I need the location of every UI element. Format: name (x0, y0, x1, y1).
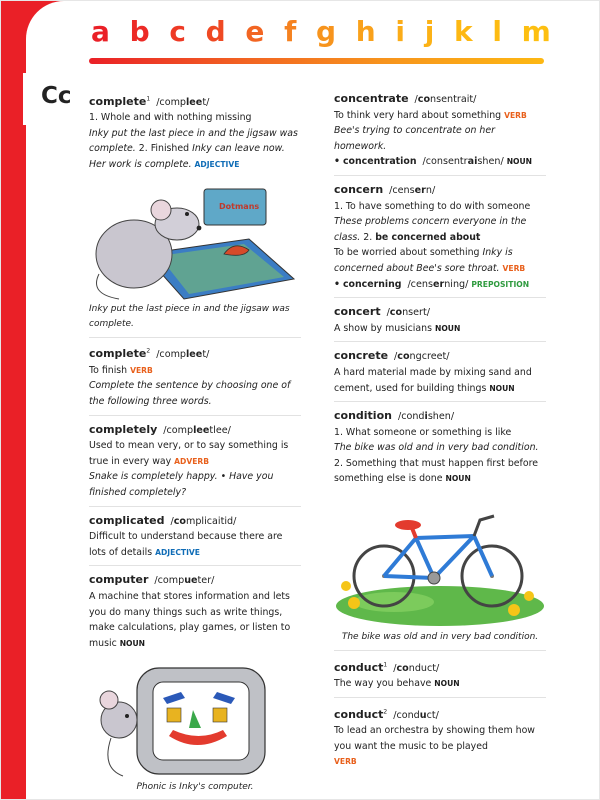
definition: A machine that stores information and lets you do many things such as write things, make calculations, play games, or listen to music (89, 591, 291, 649)
pronunciation: /compleet/ (156, 349, 210, 361)
part-of-speech: VERB (130, 365, 153, 375)
part-of-speech: ADJECTIVE (194, 160, 240, 170)
entry-condition (334, 408, 546, 492)
pronunciation: /compleetlee/ (163, 424, 231, 436)
game-box-label: Dotmans (219, 201, 260, 211)
bike-caption: The bike was old and in very bad condition. (334, 630, 546, 651)
derived-bullet: • (334, 156, 340, 168)
alphabet-letter-h: h (355, 15, 376, 48)
entry-conduct-2 (334, 704, 546, 775)
headword: complicated (89, 513, 165, 527)
entry-computer (89, 572, 301, 656)
pronunciation: /compueter/ (154, 575, 215, 587)
pronunciation: /compleet/ (156, 96, 210, 108)
pronunciation: /conduct/ (393, 709, 439, 721)
part-of-speech: ADJECTIVE (155, 547, 200, 557)
part-of-speech: NOUN (434, 679, 460, 689)
page-number: 74 (30, 761, 46, 774)
derived-part-of-speech: PREPOSITION (471, 279, 530, 289)
headword: complete$^2$ (89, 347, 151, 361)
definition-2: To be worried about something (334, 247, 480, 259)
part-of-speech: NOUN (445, 474, 471, 484)
example-1: The bike was old and in very bad condition. (334, 442, 539, 454)
headword: completely (89, 422, 158, 436)
headword: conduct$^1$ (334, 660, 388, 674)
derived-bullet: • (334, 278, 340, 290)
handlebar (474, 516, 494, 536)
alphabet-letter-j: j (424, 15, 435, 48)
entry-concert (334, 304, 546, 342)
part-of-speech: NOUN (489, 383, 515, 393)
entry-concern (334, 182, 546, 298)
definition: Used to mean very, or to say something is true in every way (89, 440, 289, 467)
definition-1: 1. Whole and with nothing missing (89, 112, 252, 124)
pronunciation: /congcreet/ (394, 351, 450, 363)
part-of-speech: VERB (504, 110, 527, 120)
pronunciation: /conduct/ (393, 662, 440, 674)
definition-2: 2. Finished (138, 143, 190, 155)
example: Complete the sentence by choosing one of the following three words. (89, 380, 291, 408)
alphabet-letter-f: f (284, 15, 297, 48)
definition: A hard material made by mixing sand and cement, used for building things (334, 366, 532, 394)
entry-completely (89, 422, 301, 507)
pronunciation: /consentrait/ (414, 94, 477, 105)
right-column (334, 91, 546, 781)
alphabet-letter-c: c (169, 15, 186, 48)
definition-1: 1. What someone or something is like (334, 426, 512, 438)
header-rule (89, 58, 544, 64)
alphabet-letter-b: b (129, 15, 150, 48)
example-1: Inky put the last piece in and the jigsaw was complete. (89, 127, 298, 155)
headword: condition (334, 409, 392, 423)
part-of-speech: VERB (502, 263, 526, 273)
headword: computer (89, 573, 149, 587)
definition: To lead an orchestra by showing them how you want the music to be played (334, 725, 535, 752)
pronunciation: /condishen/ (397, 411, 455, 423)
headword: concern (334, 182, 384, 196)
pronunciation: /censern/ (389, 184, 436, 196)
entry-concentrate (334, 91, 546, 176)
phrase: be concerned about (375, 231, 481, 243)
example-2: Inky can leave now. Her work is complete. (89, 143, 285, 171)
headword: concert (334, 305, 381, 319)
derived-pronunciation: /censerning/ (407, 278, 469, 290)
definition-2: 2. Something that must happen first before something else is done (334, 457, 538, 485)
part-of-speech: NOUN (434, 323, 461, 333)
alphabet-letter-m: m (521, 15, 551, 48)
bike-frame (384, 536, 492, 578)
jigsaw-caption: Inky put the last piece in and the jigsaw was complete. (89, 302, 301, 338)
alphabet-letter-a: a (91, 15, 110, 48)
derived-part-of-speech: NOUN (506, 157, 533, 167)
definition: A show by musicians (334, 322, 432, 334)
definition-2-number: 2. (363, 231, 373, 243)
headword: complete$^1$ (89, 94, 151, 108)
entry-complete-2 (89, 344, 301, 416)
alphabet-letter-d: d (205, 15, 226, 48)
bike-illustration (334, 498, 546, 630)
derived-word: concerning (342, 278, 402, 290)
alphabet-letter-g: g (316, 15, 337, 48)
entry-conduct-1 (334, 657, 546, 698)
entry-complete-1 (89, 91, 301, 178)
computer-caption: Phonic is Inky's computer. (136, 782, 254, 793)
headword: conduct$^2$ (334, 707, 388, 721)
computer-mouse-illustration (89, 662, 301, 780)
definition: The way you behave (334, 678, 432, 690)
alphabet-letter-i: i (395, 15, 406, 48)
entry-concrete (334, 348, 546, 402)
alphabet-strip (91, 15, 551, 48)
example-1: These problems concern everyone in the class. (334, 216, 527, 243)
example-2: Inky is concerned about Bee's sore throat. (334, 247, 513, 274)
derived-pronunciation: /consentraishen/ (422, 156, 504, 168)
jigsaw-mouse-illustration (89, 184, 301, 302)
entry-complicated (89, 513, 301, 567)
definition: To finish (89, 364, 128, 376)
pronunciation: /complicaitid/ (170, 515, 237, 527)
left-column (89, 91, 301, 795)
section-tab-letter: Cc (41, 83, 72, 109)
derived-word: concentration (342, 156, 417, 168)
part-of-speech: ADVERB (174, 456, 210, 466)
alphabet-letter-e: e (245, 15, 265, 48)
headword: concentrate (334, 92, 409, 105)
definition-1: 1. To have something to do with someone (334, 200, 531, 212)
example: Bee's trying to concentrate on her homework. (334, 125, 495, 152)
alphabet-letter-l: l (492, 15, 502, 48)
part-of-speech: VERB (334, 757, 357, 767)
bike-seat (395, 520, 421, 530)
flower (348, 597, 360, 609)
alphabet-letter-k: k (454, 15, 473, 48)
headword: concrete (334, 349, 389, 363)
definition: To think very hard about something (334, 109, 502, 121)
example: Snake is completely happy. • Have you finished completely? (89, 471, 274, 499)
pronunciation: /consert/ (386, 307, 430, 319)
part-of-speech: NOUN (119, 638, 146, 648)
definition: Difficult to understand because there are lots of details (89, 531, 283, 558)
